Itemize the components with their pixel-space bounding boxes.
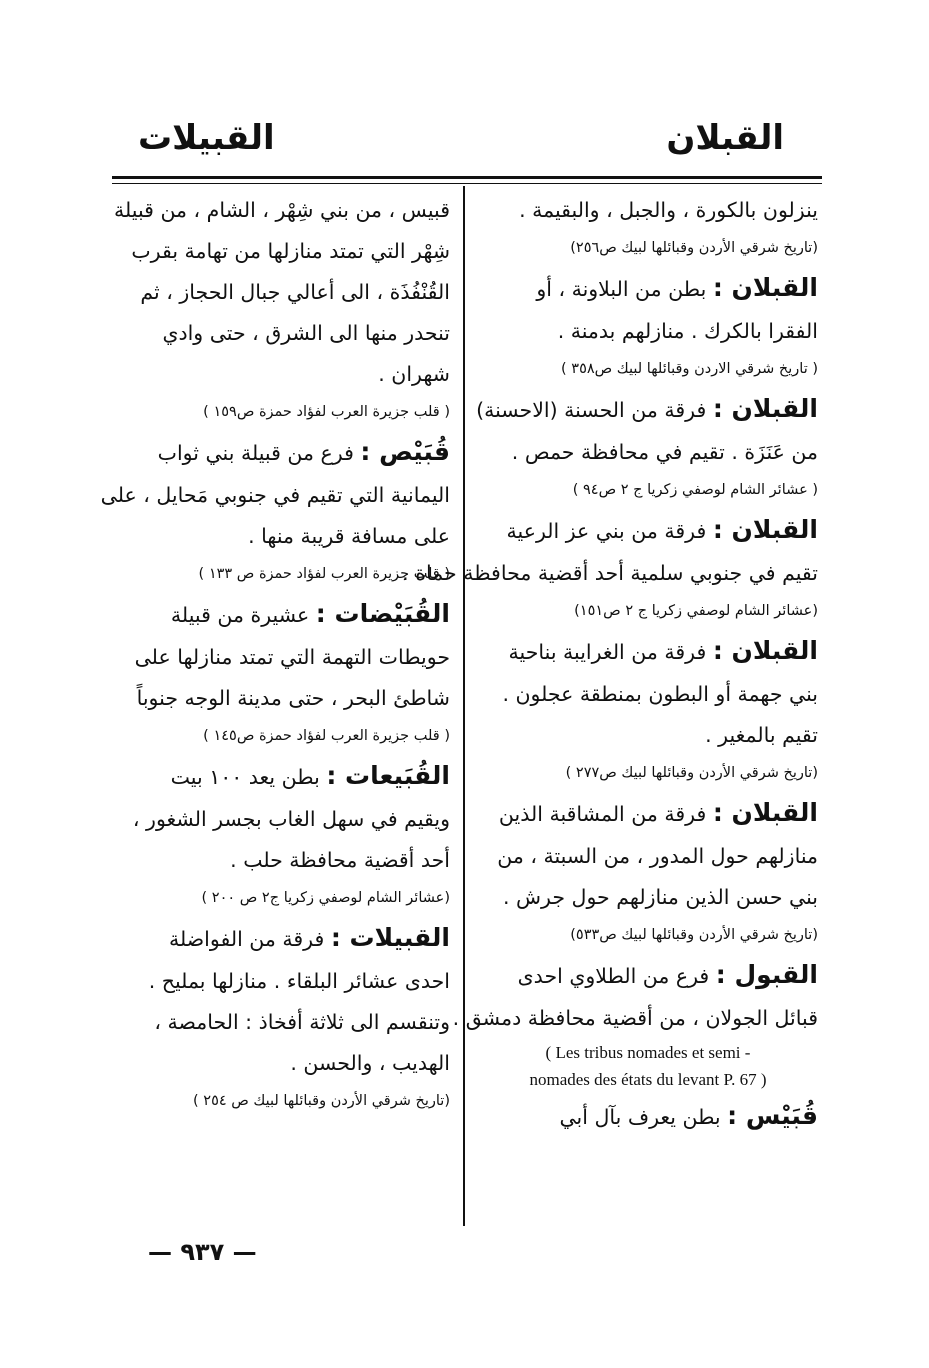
- body-text-line: تنحدر منها الى الشرق ، حتى وادي: [162, 321, 450, 345]
- entry-heading-line: [110, 915, 450, 961]
- body-text-line: أحد أقضية محافظة حلب .: [230, 848, 450, 872]
- source-citation: ( قلب جزيرة العرب لفؤاد حمزة ص ١٣٣ ): [198, 566, 450, 582]
- entry-term: القُبَيعات :: [326, 761, 450, 790]
- entry-heading-line: [478, 265, 818, 311]
- body-text-line: بني جهمة أو البطون بمنطقة عجلون .: [502, 682, 818, 706]
- source-citation: ( عشائر الشام لوصفي زكريا ج ٢ ص٩٤ ): [572, 482, 818, 498]
- entry-definition: فرع من قبيلة بني ثواب: [157, 441, 354, 465]
- page-number: — ٩٣٧ —: [148, 1238, 257, 1266]
- entry-definition: فرقة من الغرايبة بناحية: [508, 640, 707, 664]
- entry-term: القُبَيْضات :: [315, 599, 450, 628]
- column-divider: [463, 186, 465, 1226]
- entry-definition: فرع من الطلاوي احدى: [517, 964, 710, 988]
- entry-heading-line: [478, 386, 818, 432]
- body-text-line: اليمانية التي تقيم في جنوبي مَحايل ، على: [100, 483, 450, 507]
- left-column: [100, 190, 450, 1118]
- source-citation: (تاريخ شرقي الأردن وقبائلها لبيك ص٢٥٦): [570, 240, 818, 256]
- entry-term: قُبَيْس :: [727, 1101, 818, 1130]
- source-citation: (تاريخ شرقي الأردن وقبائلها لبيك ص٢٧٧ ): [565, 765, 818, 781]
- entry-definition: فرقة من الحسنة (الاحسنة): [476, 398, 707, 422]
- entry-definition: فرقة من المشاقبة الذين: [498, 802, 707, 826]
- source-citation: ( قلب جزيرة العرب لفؤاد حمزة ص١٥٩ ): [203, 404, 450, 420]
- body-text-line: ينزلون بالكورة ، والجبل ، والبقيمة .: [519, 198, 818, 222]
- latin-citation: ( Les tribus nomades et semi -: [545, 1043, 751, 1062]
- entry-definition: بطن من البلاونة ، أو: [536, 277, 707, 301]
- body-text-line: قبيس ، من بني شِهْر ، الشام ، من قبيلة: [113, 198, 450, 222]
- entry-definition: بطن يعد ١٠٠ بيت: [170, 765, 320, 789]
- entry-heading-line: [478, 628, 818, 674]
- entry-definition: فرقة من الفواضلة: [168, 927, 325, 951]
- body-text-line: وتنقسم الى ثلاثة أفخاذ : الحامصة ،: [154, 1010, 450, 1034]
- entry-definition: بطن يعرف بآل أبي: [559, 1105, 721, 1129]
- body-text-line: شاطئ البحر ، حتى مدينة الوجه جنوباً: [136, 686, 450, 710]
- body-text-line: تقيم في جنوبي سلمية أحد أقضية محافظة حماة .: [402, 561, 818, 585]
- body-text-line: القُنْفُذَة ، الى أعالي جبال الحجاز ، ثم: [140, 280, 450, 304]
- header-rule-thin: [112, 183, 822, 184]
- body-text-line: احدى عشائر البلقاء . منازلها بمليح .: [148, 969, 450, 993]
- body-text-line: قبائل الجولان ، من أقضية محافظة دمشق .: [452, 1006, 818, 1030]
- entry-heading-line: [110, 591, 450, 637]
- body-text-line: الهديب ، والحسن .: [290, 1051, 450, 1075]
- body-text-line: الفقرا بالكرك . منازلهم بدمنة .: [557, 319, 818, 343]
- entry-term: القبلان :: [712, 273, 818, 302]
- body-text-line: شهران .: [378, 362, 450, 386]
- source-citation: (عشائر الشام لوصفي زكريا ج٢ ص ٢٠٠ ): [201, 890, 450, 906]
- running-header-left: القبيلات: [138, 118, 275, 158]
- body-text-line: بني حسن الذين منازلهم حول جرش .: [503, 885, 818, 909]
- entry-term: القبلان :: [712, 515, 818, 544]
- entry-heading-line: [478, 507, 818, 553]
- source-citation: (تاريخ شرقي الأردن وقبائلها لبيك ص٥٣٣): [570, 927, 818, 943]
- entry-heading-line: [478, 1093, 818, 1139]
- entry-term: القبلان :: [712, 636, 818, 665]
- source-citation: (تاريخ شرقي الأردن وقبائلها لبيك ص ٢٥٤ ): [193, 1093, 450, 1109]
- entry-heading-line: [478, 790, 818, 836]
- entry-term: القبلان :: [712, 394, 818, 423]
- entry-term: قُبَيْص :: [360, 437, 450, 466]
- body-text-line: حويطات التهمة التي تمتد منازلها على: [134, 645, 450, 669]
- source-citation: ( تاريخ شرقي الاردن وقبائلها لبيك ص٣٥٨ ): [561, 361, 818, 377]
- body-text-line: شِهْر التي تمتد منازلها من تهامة بقرب: [131, 239, 450, 263]
- entry-heading-line: [110, 429, 450, 475]
- entry-term: القبيلات :: [330, 923, 450, 952]
- body-text-line: منازلهم حول المدور ، من السبتة ، من: [497, 844, 818, 868]
- body-text-line: تقيم بالمغير .: [705, 723, 818, 747]
- entry-term: القبول :: [715, 960, 818, 989]
- running-header-right: القبلان: [666, 118, 784, 158]
- header-rule-thick: [112, 176, 822, 179]
- entry-definition: فرقة من بني عز الرعية: [506, 519, 707, 543]
- body-text-line: ويقيم في سهل الغاب بجسر الشغور ،: [132, 807, 450, 831]
- entry-heading-line: [478, 952, 818, 998]
- latin-citation: nomades des états du levant P. 67 ): [529, 1070, 767, 1089]
- body-text-line: على مسافة قريبة منها .: [248, 524, 450, 548]
- entry-definition: عشيرة من قبيلة: [170, 603, 310, 627]
- body-text-line: من عَنَزَة . تقيم في محافظة حمص .: [511, 440, 818, 464]
- source-citation: ( قلب جزيرة العرب لفؤاد حمزة ص١٤٥ ): [203, 728, 450, 744]
- source-citation: (عشائر الشام لوصفي زكريا ج ٢ ص١٥١): [574, 603, 818, 619]
- entry-heading-line: [110, 753, 450, 799]
- entry-term: القبلان :: [712, 798, 818, 827]
